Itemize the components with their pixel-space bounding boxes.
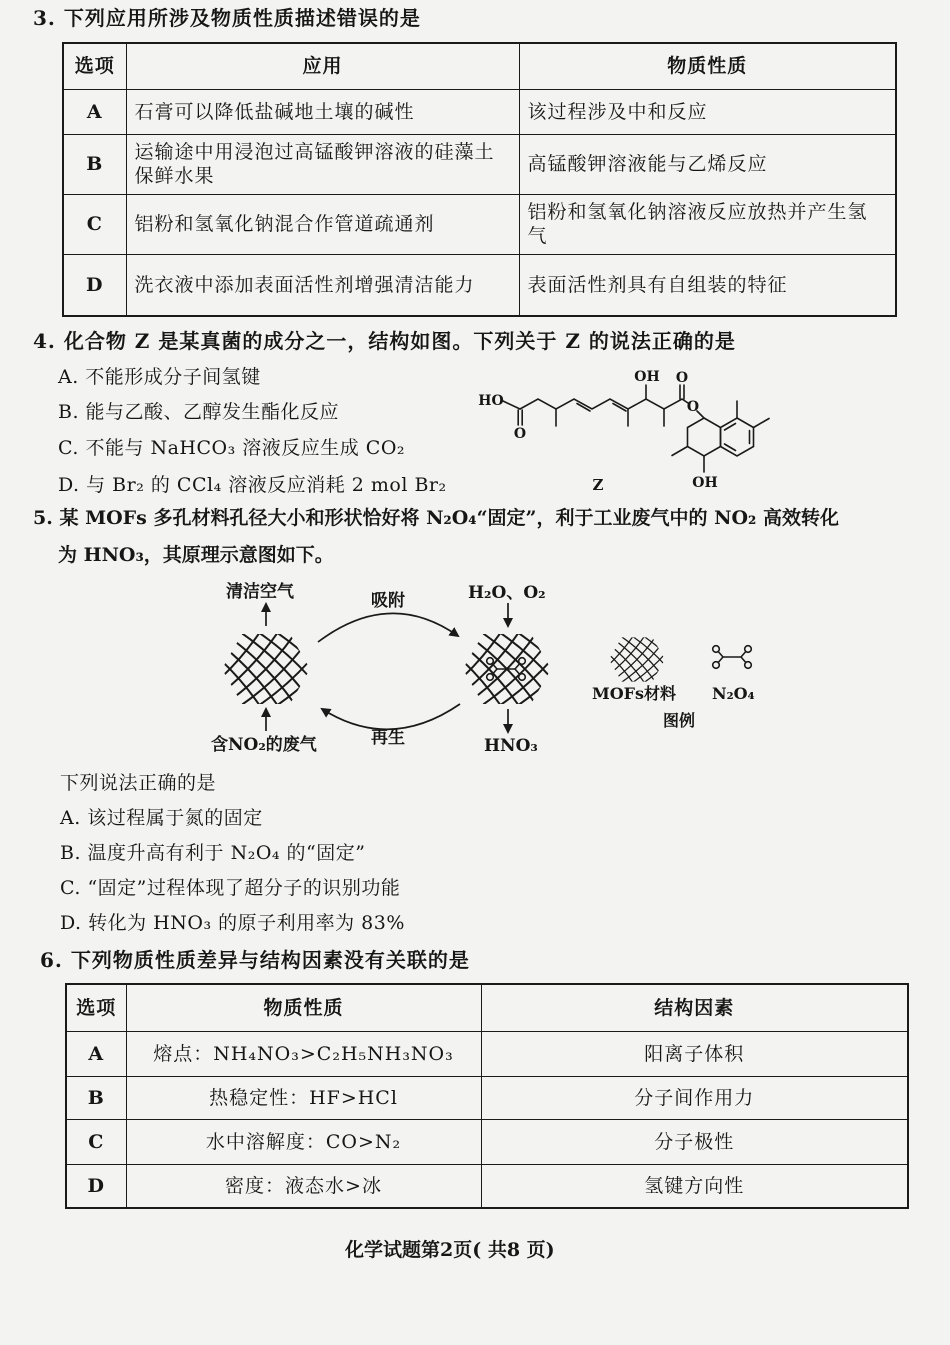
diagram-inputs-label: H₂O、O₂ (468, 583, 546, 603)
q6-row-d-property: 密度：液态水>冰 (126, 1164, 481, 1208)
diagram-regenerate-label: 再生 (371, 728, 405, 748)
q6-table-header-row (66, 984, 908, 1031)
q6-row-c-option: C (66, 1119, 126, 1164)
q3-table-header-row (63, 43, 896, 89)
q6-row-a-option: A (66, 1031, 126, 1076)
table-row (66, 1076, 908, 1119)
q5-option-b: B. 温度升高有利于 N₂O₄ 的“固定” (60, 842, 366, 864)
q3-header-application: 应用 (126, 43, 519, 89)
mof-lattice-left (168, 632, 350, 706)
table-row (66, 1119, 908, 1164)
q3-row-c-option: C (63, 194, 126, 254)
legend-title: 图例 (663, 711, 696, 730)
legend-mof-label: MOFs材料 (592, 684, 677, 703)
structure-label-chain-oh: OH (634, 369, 660, 385)
q4-stem: 4. 化合物 Z 是某真菌的成分之一，结构如图。下列关于 Z 的说法正确的是 (33, 329, 736, 353)
q6-table (65, 983, 909, 1209)
q3-row-c-application: 铝粉和氢氧化钠混合作管道疏通剂 (126, 194, 519, 254)
q3-row-a-application: 石膏可以降低盐碱地土壤的碱性 (126, 89, 519, 134)
q6-row-d-option: D (66, 1164, 126, 1208)
q6-header-property: 物质性质 (126, 984, 481, 1031)
q5-option-d: D. 转化为 HNO₃ 的原子利用率为 83% (60, 912, 405, 934)
table-row (63, 89, 896, 134)
captured-n2o4-icon (487, 658, 526, 681)
q6-stem: 6. 下列物质性质差异与结构因素没有关联的是 (40, 948, 470, 972)
q3-header-property: 物质性质 (519, 43, 896, 89)
structure-label-ester-o: O (686, 399, 700, 415)
structure-label-carboxyl-o: O (513, 426, 527, 442)
page-footer: 化学试题第2页( 共8 页) (345, 1239, 555, 1261)
q4-option-c: C. 不能与 NaHCO₃ 溶液反应生成 CO₂ (58, 437, 406, 459)
legend-mof-icon (575, 636, 691, 683)
q6-header-option: 选项 (66, 984, 126, 1031)
diagram-clean-air-label: 清洁空气 (226, 582, 294, 602)
structure-bonds (503, 385, 769, 472)
q5-stem-line-1: 5. 某 MOFs 多孔材料孔径大小和形状恰好将 N₂O₄“固定”，利于工业废气中的 NO₂ 高效转化 (33, 507, 839, 529)
q3-stem: 3. 下列应用所涉及物质性质描述错误的是 (33, 6, 421, 30)
q6-row-a-property: 熔点：NH₄NO₃>C₂H₅NH₃NO₃ (126, 1031, 481, 1076)
q3-row-d-property: 表面活性剂具有自组装的特征 (519, 254, 896, 316)
q6-row-c-factor: 分子极性 (481, 1119, 908, 1164)
q6-row-b-option: B (66, 1076, 126, 1119)
table-row (63, 194, 896, 254)
q3-row-a-option: A (63, 89, 126, 134)
q3-table (62, 42, 897, 317)
q6-header-factor: 结构因素 (481, 984, 908, 1031)
q5-stem-line-2: 为 HNO₃，其原理示意图如下。 (58, 544, 334, 566)
q5-option-a: A. 该过程属于氮的固定 (60, 807, 263, 829)
q5-prompt: 下列说法正确的是 (60, 772, 217, 794)
table-row (66, 1031, 908, 1076)
q3-row-a-property: 该过程涉及中和反应 (519, 89, 896, 134)
q6-row-c-property: 水中溶解度：CO>N₂ (126, 1119, 481, 1164)
table-row (63, 134, 896, 194)
legend-n2o4-label: N₂O₄ (712, 684, 755, 703)
diagram-adsorb-label: 吸附 (371, 591, 405, 611)
q4-option-b: B. 能与乙酸、乙醇发生酯化反应 (58, 401, 340, 423)
q3-header-option: 选项 (63, 43, 126, 89)
compound-z-structure (478, 360, 780, 500)
q4-option-d: D. 与 Br₂ 的 CCl₄ 溶液反应消耗 2 mol Br₂ (58, 474, 447, 496)
q3-row-b-property: 高锰酸钾溶液能与乙烯反应 (519, 134, 896, 194)
diagram-product-label: HNO₃ (484, 736, 538, 756)
structure-label-carbonyl-o: O (675, 370, 689, 386)
q4-option-a: A. 不能形成分子间氢键 (58, 366, 261, 388)
legend-n2o4-icon (713, 646, 752, 669)
structure-label-ho: HO (478, 393, 504, 409)
adsorb-arrow-icon (318, 613, 458, 642)
structure-label-ring-oh: OH (692, 475, 718, 491)
q6-row-d-factor: 氢键方向性 (481, 1164, 908, 1208)
structure-name-z: Z (592, 476, 604, 494)
q3-row-c-property: 铝粉和氢氧化钠溶液反应放热并产生氢气 (519, 194, 896, 254)
q6-row-b-property: 热稳定性：HF>HCl (126, 1076, 481, 1119)
regenerate-arrow-icon (322, 704, 460, 729)
q5-option-c: C. “固定”过程体现了超分子的识别功能 (60, 877, 401, 899)
q3-row-d-option: D (63, 254, 126, 316)
q3-row-b-application: 运输途中用浸泡过高锰酸钾溶液的硅藻土保鲜水果 (126, 134, 519, 194)
table-row (63, 254, 896, 316)
q3-row-d-application: 洗衣液中添加表面活性剂增强清洁能力 (126, 254, 519, 316)
diagram-waste-gas-label: 含NO₂的废气 (211, 735, 317, 755)
q6-row-a-factor: 阳离子体积 (481, 1031, 908, 1076)
q3-row-b-option: B (63, 134, 126, 194)
table-row (66, 1164, 908, 1208)
q6-row-b-factor: 分子间作用力 (481, 1076, 908, 1119)
